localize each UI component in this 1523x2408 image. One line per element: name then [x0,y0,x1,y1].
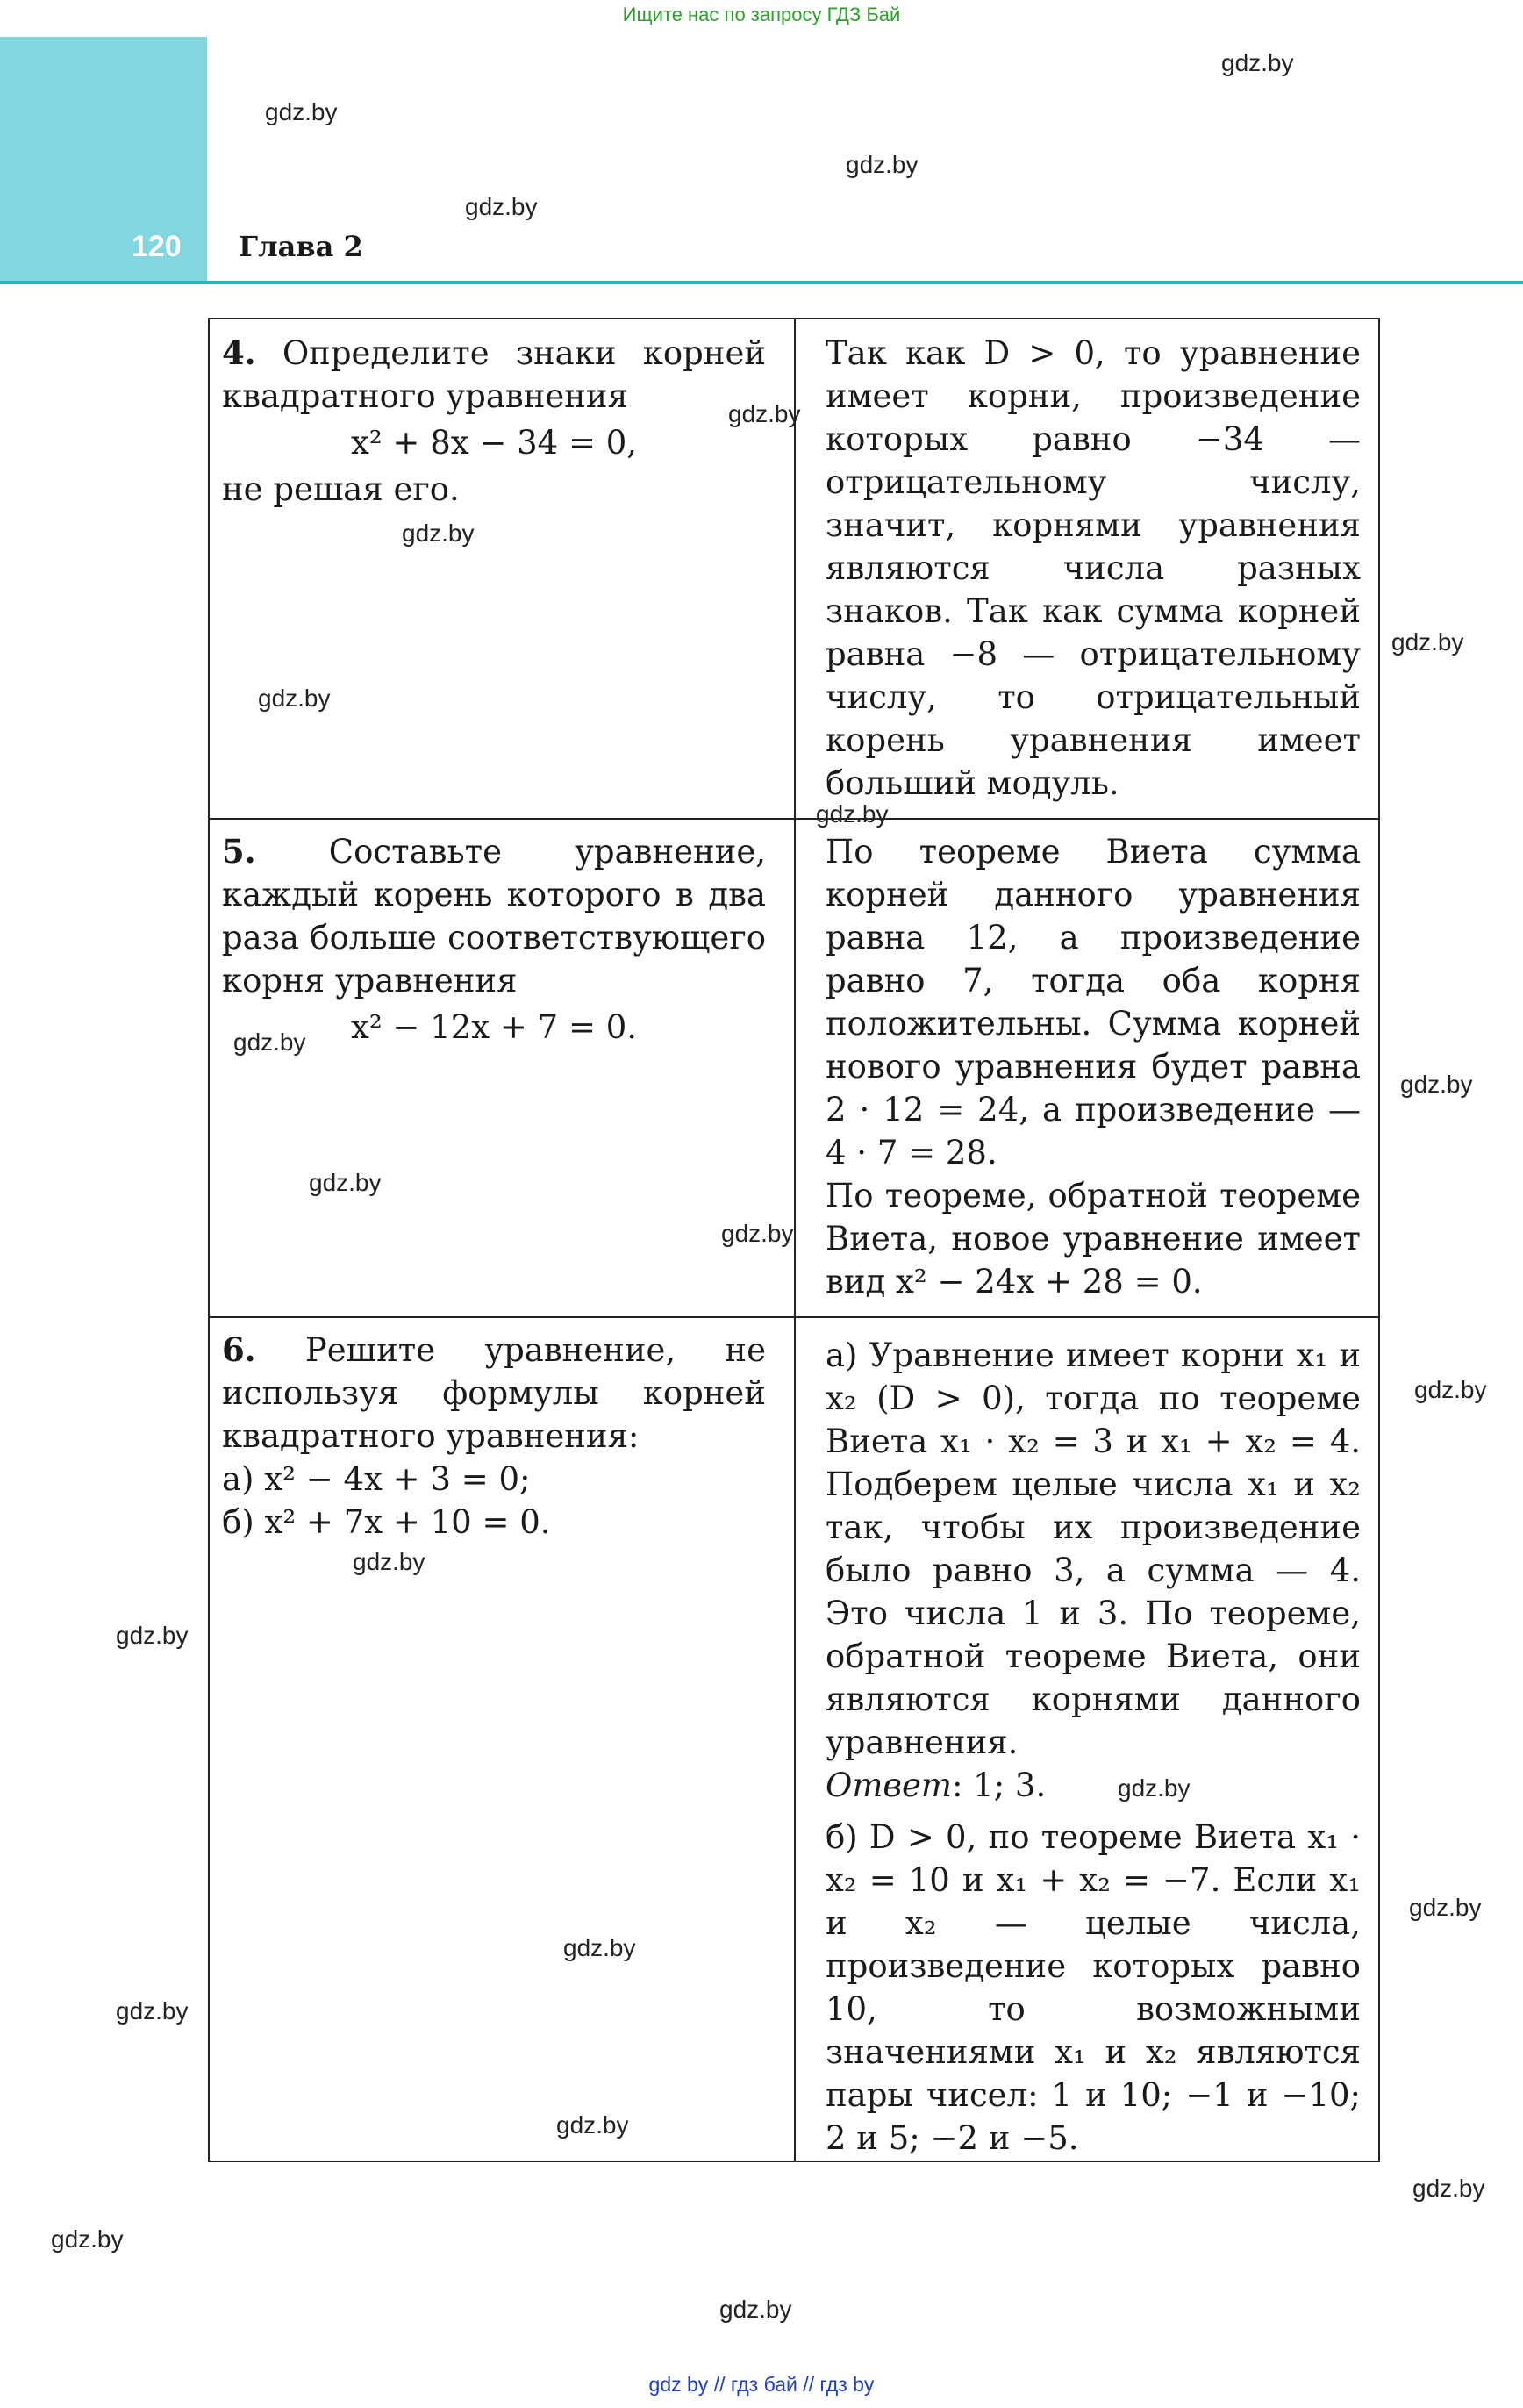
watermark: gdz.by [1221,49,1294,76]
question-6 [222,1329,766,1544]
solutions-table [208,318,1380,2162]
equation: x² − 12x + 7 = 0. [350,1008,638,1046]
footer-links[interactable]: gdz by // гдз бай // гдз by [648,2373,875,2396]
watermark: gdz.by [116,1997,189,2025]
answer-4 [826,332,1361,805]
answer-text: По теореме, обратной теореме Виета, новое уравнение имеет вид x² − 24x + 28 = 0. [826,1177,1361,1301]
watermark: gdz.by [1118,1774,1191,1802]
watermark: gdz.by [258,684,331,712]
watermark: gdz.by [233,1028,306,1056]
sub-item-a: а) x² − 4x + 3 = 0; [222,1460,531,1498]
watermark: gdz.by [1414,1376,1487,1403]
watermark: gdz.by [402,520,475,547]
answer-text: Так как D > 0, то уравнение имеет корни, произведение которых равно −34 — отрицательному числу, значит, корнями уравнения являются числа разных знаков. Так как сумма корней равна −8 — отрицательному числу, то отрицательный корень уравнения имеет больший модуль. [826,334,1361,802]
question-5 [222,830,766,1052]
question-text-tail: не решая его. [222,470,460,508]
row-divider [210,818,1378,820]
watermark: gdz.by [309,1169,382,1196]
answer-5 [826,830,1361,1303]
answer-a-text: а) Уравнение имеет корни x₁ и x₂ (D > 0), тогда по теореме Виета x₁ · x₂ = 3 и x₁ + x₂ = 4. Подберем целые числа x₁ и x₂ так, чтобы их произведение было равно 3, а сумма — 4. Это числа 1 и 3. По теореме, обратной теореме Виета, они являются корнями данного уравнения. [826,1337,1361,1761]
watermark: gdz.by [116,1622,189,1649]
watermark: gdz.by [1391,628,1464,656]
watermark: gdz.by [51,2225,124,2253]
answer-6 [826,1334,1361,2160]
question-text: Решите уравнение, не используя формулы корней квадратного уравнения: [222,1331,766,1455]
column-divider [794,319,796,2161]
question-text: Составьте уравнение, каждый корень которого в два раза больше соответствующего корня уравнения [222,833,766,1000]
watermark: gdz.by [816,800,889,828]
answer-value: : 1; 3. [951,1767,1047,1804]
answer-b-text: б) D > 0, по теореме Виета x₁ · x₂ = 10 и x₁ + x₂ = −7. Если x₁ и x₂ — целые числа, произведение которых равно 10, то возможными значениями x₁ и x₂ являются пары чисел: 1 и 10; −1 и −10; 2 и 5; −2 и −5. [826,1818,1361,2157]
top-search-link[interactable]: Ищите нас по запросу ГДЗ Бай [622,4,901,25]
watermark: gdz.by [846,151,919,178]
watermark: gdz.by [563,1934,636,1961]
watermark: gdz.by [1409,1894,1482,1921]
watermark: gdz.by [556,2111,629,2139]
question-number: 4. [222,333,256,372]
watermark: gdz.by [1412,2175,1485,2202]
watermark: gdz.by [719,2296,792,2323]
question-number: 6. [222,1330,256,1369]
sub-item-b: б) x² + 7x + 10 = 0. [222,1503,551,1541]
chapter-title: Глава 2 [239,230,363,263]
page-number: 120 [132,230,182,263]
watermark: gdz.by [265,98,338,125]
question-number: 5. [222,832,256,871]
equation: x² + 8x − 34 = 0, [350,424,638,462]
question-text: Определите знаки корней квадратного уравнения [222,334,767,415]
answer-text: По теореме Виета сумма корней данного уравнения равна 12, а произведение равно 7, тогда оба корня положительны. Сумма корней нового уравнения будет равна 2 · 12 = 24, а произведение — 4 · 7 = 28. [826,833,1361,1172]
watermark: gdz.by [353,1548,425,1575]
row-divider [210,1316,1378,1318]
question-4 [222,332,766,511]
watermark: gdz.by [728,400,801,427]
header-divider [0,281,1523,284]
watermark: gdz.by [721,1220,794,1247]
watermark: gdz.by [1400,1071,1473,1098]
watermark: gdz.by [465,193,538,220]
answer-label: Ответ [826,1767,952,1804]
